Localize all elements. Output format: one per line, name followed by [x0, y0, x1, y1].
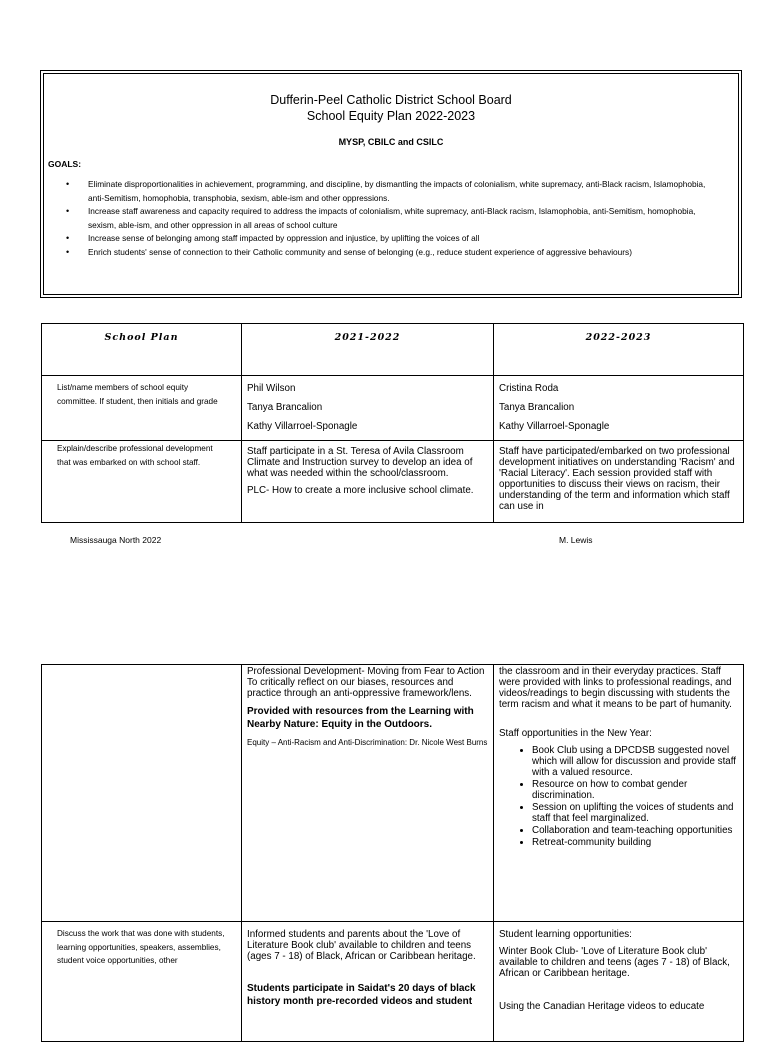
row-label-empty	[42, 665, 242, 922]
bullet-icon: •	[66, 246, 70, 257]
row-label-committee: List/name members of school equity committee. If student, then initials and grade	[42, 376, 242, 441]
goal-item: • Increase sense of belonging among staff impacted by oppression and injustice, by uplifting the voices of all	[64, 232, 722, 246]
header-2021-2022: 2021-2022	[242, 324, 494, 376]
row-label-student-work: Discuss the work that was done with students, learning opportunities, speakers, assemblies, student voice opportunities, other	[42, 922, 242, 1042]
plan-header-box	[40, 70, 742, 298]
bullet-icon: •	[66, 233, 70, 243]
footer-left: Mississauga North 2022	[70, 535, 162, 545]
student-work-2022: Student learning opportunities: Winter Book Club- 'Love of Literature Book club' available to children and teens (ages 7 - 18) of Black, African or Caribbean heritage. Using the Canadian Heritage videos to educate	[494, 922, 744, 1042]
goals-list	[64, 178, 722, 259]
footer-right: M. Lewis	[559, 535, 593, 545]
pd-continued-2021: Professional Development- Moving from Fear to Action To critically reflect on our biases, resources and practice through an anti-oppressive framework/lens. Provided with resources from the Learning with Nearby Nature: Equity in the Outdoors. Equity – Anti-Racism and Anti-Discrimination: Dr. Nicole West Burns	[242, 665, 494, 922]
committee-2021: Phil Wilson Tanya Brancalion Kathy Villarroel-Sponagle	[242, 376, 494, 441]
goal-item: • Eliminate disproportionalities in achievement, programming, and discipline, by dismantling the impacts of colonialism, white supremacy, anti-Black racism, Islamophobia, anti-Semitism, homophobia, transphobia, sexism, able-ism and other oppressions.	[66, 179, 706, 203]
pd-continued-2022: the classroom and in their everyday practices. Staff were provided with links to professional readings, and videos/readings to begin discussing with students the term racism and what it means to be part of humanity. Staff opportunities in the New Year: • Book Club using a DPCDSB suggested novel which will allow for discussion and provide staff with a valued resource. • Resource on how to combat gender discrimination. • Session on uplifting the voices of students and staff that feel marginalized. • Collaboration and team-teaching opportunities • Retreat-community building	[494, 665, 744, 922]
plan-title: School Equity Plan 2022-2023	[306, 109, 476, 123]
header-school-plan: School Plan	[42, 324, 242, 376]
board-name: Dufferin-Peel Catholic District School Board	[270, 93, 512, 107]
goal-item: • Enrich students' sense of connection to their Catholic community and sense of belonging (e.g., reduce student experience of aggressive behaviours)	[64, 246, 722, 260]
bullet-icon: •	[66, 179, 70, 189]
equity-plan-table-page1	[41, 323, 744, 523]
list-item: • Session on uplifting the voices of students and staff that feel marginalized.	[532, 802, 739, 824]
list-item: • Retreat-community building	[532, 837, 739, 848]
staff-opportunities-list	[499, 745, 739, 848]
goal-item: • Increase staff awareness and capacity required to address the impacts of colonialism, white supremacy, anti-Black racism, Islamophobia, anti-Semitism, homophobia, sexism, able-ism, and other oppression in all areas of school culture	[66, 206, 696, 230]
list-item: • Resource on how to combat gender discrimination.	[532, 779, 739, 801]
pd-2021: Staff participate in a St. Teresa of Avila Classroom Climate and Instruction survey to develop an idea of what was needed within the school/classroom. PLC- How to create a more inclusive school climate.	[242, 441, 494, 523]
student-work-2021: Informed students and parents about the 'Love of Literature Book club' available to children and teens (ages 7 - 18) of Black, African or Caribbean heritage. Students participate in Saidat's 20 days of black history month pre-recorded videos and student	[242, 922, 494, 1042]
list-item: • Book Club using a DPCDSB suggested novel which will allow for discussion and provide staff with a valued resource.	[532, 745, 739, 778]
bullet-icon: •	[66, 206, 70, 216]
goals-label: GOALS:	[48, 159, 82, 169]
header-2022-2023: 2022-2023	[494, 324, 744, 376]
schools-subtitle: MYSP, CBILC and CSILC	[338, 137, 444, 147]
equity-plan-table-page2	[41, 664, 744, 1042]
list-item: • Collaboration and team-teaching opportunities	[532, 825, 739, 836]
committee-2022: Cristina Roda Tanya Brancalion Kathy Villarroel-Sponagle	[494, 376, 744, 441]
row-label-professional-development: Explain/describe professional development that was embarked on with school staff.	[42, 441, 242, 523]
pd-2022: Staff have participated/embarked on two professional development initiatives on understanding 'Racism' and 'Racial Literacy'. Each session provided staff with opportunities to discuss their views on racism, their understanding of the term and information which staff can use in	[494, 441, 744, 523]
